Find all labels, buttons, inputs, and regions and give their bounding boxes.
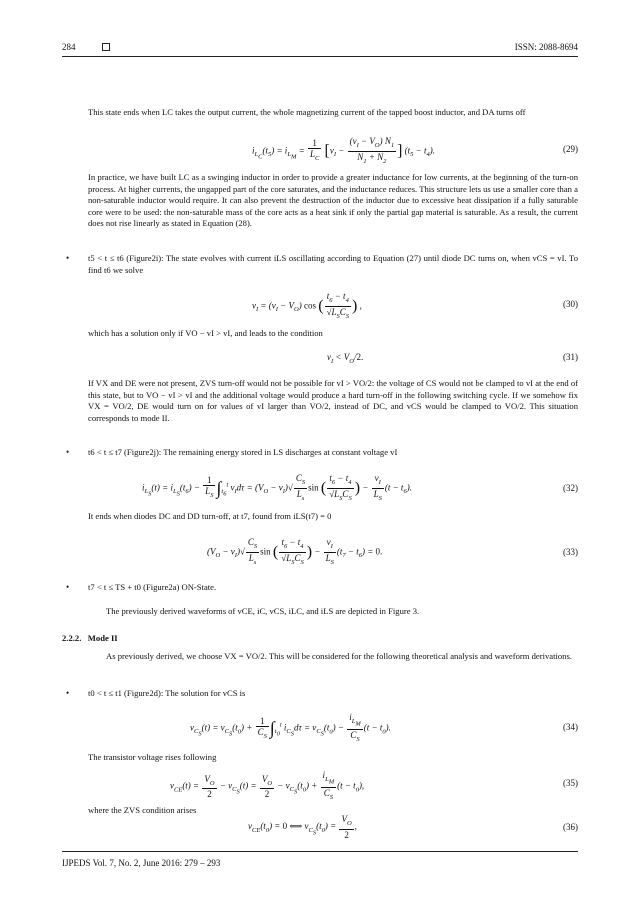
- square-icon: [102, 43, 110, 51]
- header-rule: [62, 56, 578, 57]
- equation-number: (36): [563, 822, 578, 832]
- equation-number: (35): [563, 778, 578, 788]
- equation-31: $v_I < V_O/2$. (31): [327, 352, 578, 365]
- paragraph-3: which has a solution only if VO − vI > vI, and leads to the condition: [88, 328, 323, 338]
- equation-number: (29): [563, 144, 578, 154]
- bullet-icon: •: [66, 688, 70, 698]
- equation-34: $v_{C_S}(t) = v_{C_S}(t_0)$ + $\frac{1}{C_S}$ $\int_{t_0}^t$ $i_{C_S}d\tau = v_{C_S}(t_0)$ − $\frac{i_{L_M}}{C_S}$ $(t - t_0)$. (34): [190, 712, 578, 743]
- equation-number: (31): [563, 352, 578, 362]
- bullet-icon: •: [66, 253, 70, 263]
- equation-33: $(V_O - v_I)√$ $\frac{C_S}{L_s}$ sin ( $\frac{t_6 - t_4}{√L_SC_S}$ ) − $\frac{v_I}{L_S}$ $(t_7 - t_6) = 0$. (33): [207, 537, 578, 566]
- paragraph-2: In practice, we have built LC as a swinging inductor in order to provide a greater inductance for low currents, at the beginning of the turn-on process. At higher currents, the ungapped part of the core saturates, and the inductance reduces. This structure lets us use a smaller core than a non-saturable inductor would require. It can also prevent the destruction of the inductor due to excessive heat dissipation if a fully saturable core were to be used: the non-saturable mass of the core acts as a heat sink if only the partial gap material is saturable. As a result, the current does not rise linearly as stated in Equation (28).: [88, 172, 578, 229]
- paragraph-6: The previously derived waveforms of vCE, iC, vCS, iLC, and iLS are depicted in Figure 3.: [106, 606, 420, 616]
- bullet-paragraph-2: t6 < t ≤ t7 (Figure2j): The remaining energy stored in LS discharges at constant voltage vI: [88, 447, 398, 457]
- equation-number: (34): [563, 722, 578, 732]
- page-footer: IJPEDS Vol. 7, No. 2, June 2016: 279 – 293: [62, 858, 221, 868]
- bullet-paragraph-3: t7 < t ≤ TS + t0 (Figure2a) ON-State.: [88, 582, 217, 592]
- paragraph-9: where the ZVS condition arises: [88, 805, 197, 815]
- paragraph-1: This state ends when LC takes the output current, the whole magnetizing current of the tapped boost inductor, and DA turns off: [88, 107, 526, 117]
- journal-issn: ISSN: 2088-8694: [514, 42, 578, 52]
- equation-32: $i_{L_S}(t) = i_{L_S}(t_6)$ − $\frac{1}{L_S}$ $\int_{t_6}^t$ $v_Id\tau = (V_O - v_I)√$ $\frac{C_S}{L_s}$ sin ( $\frac{t_6 - t_4}{√L_SC_S}$ ) − $\frac{v_I}{L_S}$ $(t - t_6)$. (32): [142, 473, 578, 502]
- section-title: Mode II: [87, 633, 118, 643]
- paragraph-8: The transistor voltage rises following: [88, 752, 217, 762]
- equation-number: (30): [563, 299, 578, 309]
- paragraph-5: It ends when diodes DC and DD turn-off, at t7, found from iLS(t7) = 0: [88, 511, 332, 521]
- bullet-paragraph-1: t5 < t ≤ t6 (Figure2i): The state evolves with current iLS oscillating according to Equation (27) until diode DC turns on, when vCS = vI. To find t6 we solve: [88, 253, 578, 275]
- equation-30: $v_I = (v_I - V_O)$ cos ( $\frac{t_6 - t_4}{√L_SC_S}$ ) , (30): [252, 291, 578, 320]
- bullet-icon: •: [66, 582, 70, 592]
- equation-36: $v_{CE}(t_0) = 0$ ⟺ $v_{C_S}(t_0)$ = $\frac{V_O}{2}$ , (36): [248, 814, 578, 840]
- equation-35: $v_{CE}(t)$ = $\frac{V_O}{2}$ − $v_{C_S}(t)$ = $\frac{V_O}{2}$ − $v_{C_S}(t_0)$ + $\frac{i_{L_M}}{C_S}$ $(t - t_0)$, (35): [170, 770, 578, 801]
- bullet-paragraph-4: t0 < t ≤ t1 (Figure2d): The solution for vCS is: [88, 688, 246, 698]
- paragraph-4: If VX and DE were not present, ZVS turn-off would not be possible for vI > VO/2: the voltage of CS would not be clamped to vI at the end of this state, but to VO − vI > vI and the additional voltage would produce a hard turn-off in the following switching cycle. If we somehow fix VX = VO/2, DE would turn on for values of vI larger than VO/2, instead of DC, and vCS would be clamped to VO/2. This situation corresponds to mode II.: [88, 378, 578, 423]
- paragraph-7: As previously derived, we choose VX = VO/2. This will be considered for the following theoretical analysis and waveform derivations.: [106, 651, 572, 661]
- page-number: 284: [62, 42, 76, 52]
- footer-rule: [62, 851, 578, 852]
- section-number: 2.2.2.: [62, 633, 82, 643]
- equation-number: (32): [563, 483, 578, 493]
- section-heading: [62, 633, 118, 643]
- bullet-icon: •: [66, 447, 70, 457]
- equation-29: $i_{L_C}(t_5) = i_{L_M}$ = $\frac{1}{L_C}$ [$v_I$ − $\frac{(v_I - V_O) N_1}{N_1 + N_2}$ ] $(t_5 - t_4)$. (29): [252, 136, 578, 165]
- equation-number: (33): [563, 547, 578, 557]
